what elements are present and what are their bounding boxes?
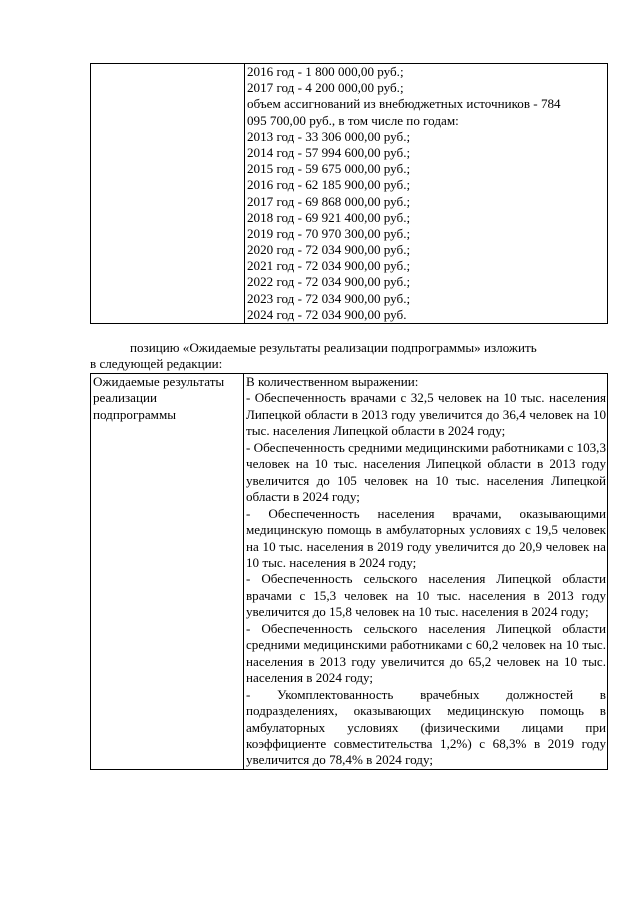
funding-line: 2024 год - 72 034 900,00 руб. — [247, 306, 407, 322]
expected-results-row — [91, 374, 608, 770]
expected-results-cell — [244, 374, 608, 770]
funding-line: 2020 год - 72 034 900,00 руб.; — [247, 242, 411, 258]
funding-line: 2023 год - 72 034 900,00 руб.; — [247, 290, 411, 306]
funding-line: 2017 год - 69 868 000,00 руб.; — [247, 193, 411, 209]
funding-line: 2021 год - 72 034 900,00 руб.; — [247, 258, 411, 274]
instruction-paragraph-continuation: в следующей редакции: — [90, 356, 223, 371]
funding-line: 2016 год - 1 800 000,00 руб.; — [247, 64, 404, 79]
result-item: - Обеспеченность средними медицинскими работниками с 103,3 человек на 10 тыс. населения Липецкой области в 2013 году увеличится до 105 человек на 10 тыс. населения Липецкой области в 2024 году; — [246, 439, 606, 505]
funding-line: 2018 год - 69 921 400,00 руб.; — [247, 209, 411, 225]
result-item: - Обеспеченность сельского населения Липецкой области средними медицинскими работниками с 60,2 человек на 10 тыс. населения в 2013 году увеличится до 65,2 человек на 10 тыс. населения в 2024 году; — [246, 620, 606, 686]
funding-line: 2014 год - 57 994 600,00 руб.; — [247, 144, 411, 160]
quantitative-heading: В количественном выражении: — [246, 374, 419, 389]
funding-line: объем ассигнований из внебюджетных источников - 784 — [247, 96, 561, 112]
funding-line: 2022 год - 72 034 900,00 руб.; — [247, 274, 411, 290]
funding-line: 2017 год - 4 200 000,00 руб.; — [247, 80, 404, 96]
funding-line: 2016 год - 62 185 900,00 руб.; — [247, 177, 411, 193]
funding-values-cell — [245, 64, 608, 324]
funding-line: 2013 год - 33 306 000,00 руб.; — [247, 128, 411, 144]
result-item: - Обеспеченность врачами с 32,5 человек на 10 тыс. населения Липецкой области в 2013 году увеличится до 36,4 человек на 10 тыс. населения Липецкой области в 2024 году; — [246, 390, 606, 439]
funding-row — [91, 64, 608, 324]
expected-results-table — [90, 373, 608, 770]
funding-table — [90, 63, 608, 324]
result-item: - Обеспеченность сельского населения Липецкой области врачами с 15,3 человек на 10 тыс. населения в 2013 году увеличится до 15,8 человек на 10 тыс. населения в 2024 году; — [246, 571, 606, 620]
funding-line: 095 700,00 руб., в том числе по годам: — [247, 112, 459, 128]
result-item: - Укомплектованность врачебных должностей в подразделениях, оказывающих медицинскую помощь в амбулаторных условиях (физическими лицами при коэффициенте совместительства 1,2%) с 68,3% в 2019 году увеличится до 78,4% в 2024 году; — [246, 686, 606, 768]
funding-line: 2019 год - 70 970 300,00 руб.; — [247, 225, 411, 241]
funding-line: 2015 год - 59 675 000,00 руб.; — [247, 161, 411, 177]
expected-results-label: Ожидаемые результаты реализации подпрограммы — [91, 374, 244, 770]
funding-label-cell — [91, 64, 245, 324]
instruction-paragraph: позицию «Ожидаемые результаты реализации подпрограммы» изложить — [130, 340, 537, 355]
result-item: - Обеспеченность населения врачами, оказывающими медицинскую помощь в амбулаторных условиях с 19,5 человек на 10 тыс. населения в 2019 году увеличится до 20,9 человек на 10 тыс. населения в 2024 году; — [246, 505, 606, 570]
